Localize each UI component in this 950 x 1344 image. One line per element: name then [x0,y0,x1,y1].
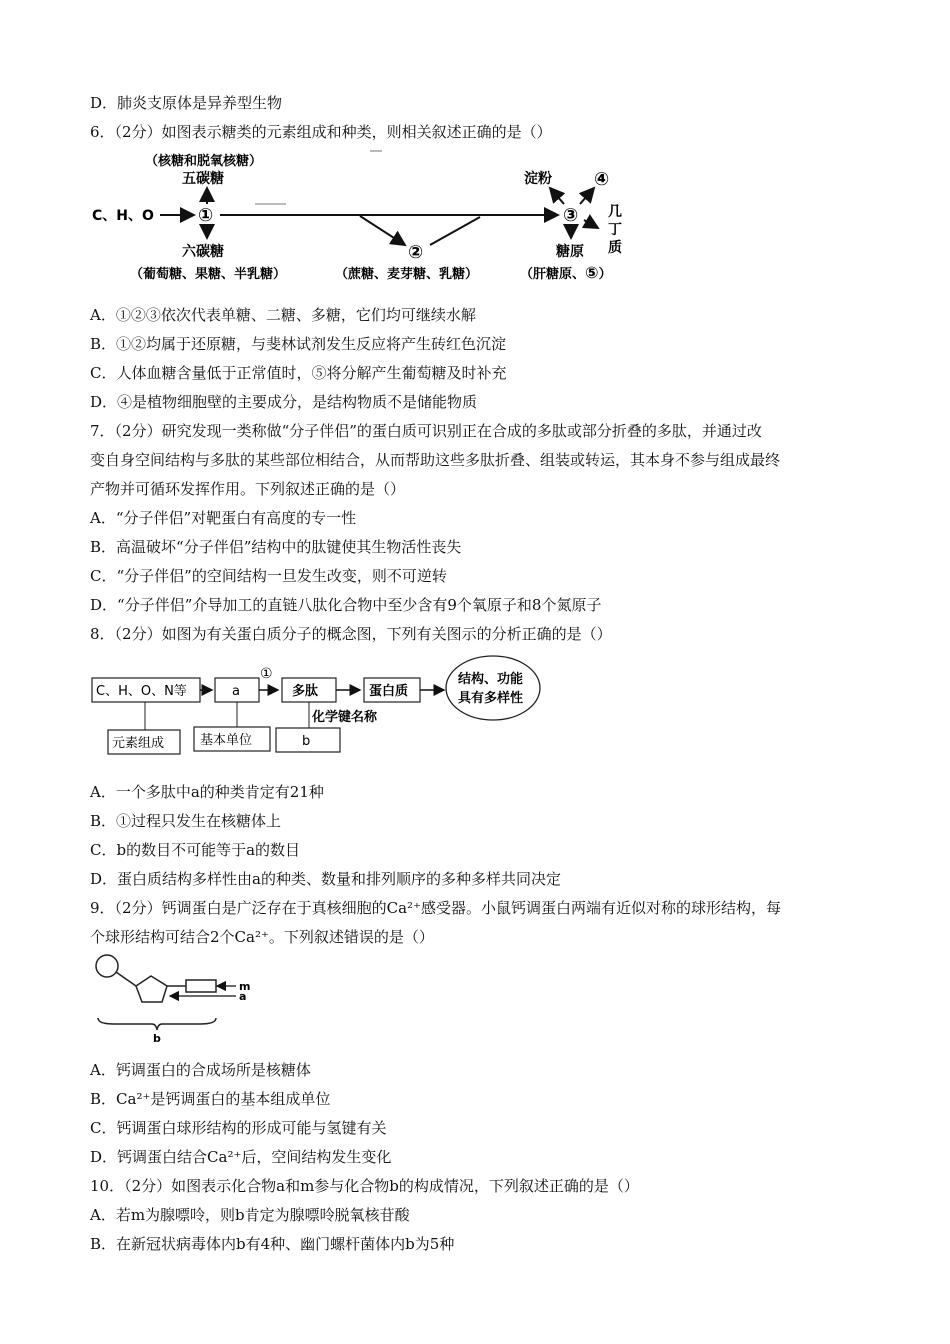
line-2-to-main [430,217,480,245]
hexose-label: 六碳糖 [182,244,224,260]
element-label-text: 元素组成 [112,736,165,751]
q6-option-a: A．①②③依次代表单糖、二糖、多糖，它们均可继续水解 [90,306,476,324]
chitin-char-1: 几 [608,204,622,220]
q9-option-d: D．钙调蛋白结合Ca²⁺后，空间结构发生变化 [90,1148,392,1166]
node-3: ③ [563,205,579,226]
pentose-note: （核糖和脱氧核糖） [145,154,263,169]
arrow-3-to-4 [580,188,594,204]
process-1: ① [260,666,273,682]
glycogen-examples-end: ） [598,267,612,282]
base-rect [186,980,216,992]
glycogen-examples-text: （肝糖原、 [520,267,586,282]
q7-option-a: A．“分子伴侣”对靶蛋白有高度的专一性 [90,509,357,527]
glycogen-label: 糖原 [556,244,584,260]
hexose-examples: （葡萄糖、果糖、半乳糖） [130,267,287,282]
q6-option-d: D．④是植物细胞壁的主要成分，是结构物质不是储能物质 [90,393,478,411]
label-m: m [239,980,251,993]
phosphate-circle [96,955,118,977]
bond-label: 化学键名称 [312,710,378,725]
b-text: b [302,734,311,749]
q10-option-a: A．若m为腺嘌呤，则b肯定为腺嘌呤脱氧核苷酸 [90,1206,410,1224]
q8-option-c: C．b的数目不可能等于a的数目 [90,841,301,859]
phosphate-bond [116,972,136,986]
label-a: a [239,990,247,1003]
arrow-3-to-starch [550,188,564,204]
q9-stem-line-2: 个球形结构可结合2个Ca²⁺。下列叙述错误的是（） [90,928,434,946]
q8-protein-concept-map [90,650,550,760]
disaccharide-examples: （蔗糖、麦芽糖、乳糖） [335,267,479,282]
q7-stem-line-2: 变自身空间结构与多肽的某些部位相结合，从而帮助这些多肽折叠、组装或转运，其本身不参与组成最终 [90,451,781,469]
q8-option-d: D．蛋白质结构多样性由a的种类、数量和排列顺序的多种多样共同决定 [90,870,561,888]
a-text: a [232,684,240,699]
protein-text: 蛋白质 [369,684,409,699]
q9-option-a: A．钙调蛋白的合成场所是核糖体 [90,1061,311,1079]
q7-option-b: B．高温破坏“分子伴侣”结构中的肽键使其生物活性丧失 [90,538,462,556]
unit-label-text: 基本单位 [200,733,253,748]
q8-option-a: A．一个多肽中a的种类肯定有21种 [90,783,324,801]
node-2: ② [408,242,424,263]
q7-option-c: C．“分子伴侣”的空间结构一旦发生改变，则不可逆转 [90,567,447,585]
q6-sugar-diagram [90,148,640,288]
node-4: ④ [594,169,610,190]
q7-stem-line-3: 产物并可循环发挥作用。下列叙述正确的是（） [90,480,406,498]
q5-option-d: D．肺炎支原体是异养型生物 [90,94,283,112]
node-5: ⑤ [585,263,599,282]
q6-option-b: B．①②均属于还原糖，与斐林试剂发生反应将产生砖红色沉淀 [90,335,507,353]
q9-nucleotide-diagram [90,952,260,1044]
polypeptide-text: 多肽 [292,684,319,699]
diversity-line-1: 结构、功能 [458,672,524,687]
q8-option-b: B．①过程只发生在核糖体上 [90,812,282,830]
diversity-line-2: 具有多样性 [458,691,524,706]
chitin-char-2: 丁 [608,222,622,238]
q10-stem: 10．（2分）如图表示化合物a和m参与化合物b的构成情况，下列叙述正确的是（） [90,1177,639,1195]
pentose-ring [136,976,167,1002]
q9-option-c: C．钙调蛋白球形结构的形成可能与氢键有关 [90,1119,387,1137]
starch-label: 淀粉 [524,171,552,187]
arrow-3-to-chitin [584,220,598,228]
pentose-label: 五碳糖 [182,171,224,187]
chitin-char-3: 质 [608,240,622,256]
q6-option-c: C．人体血糖含量低于正常值时，⑤将分解产生葡萄糖及时补充 [90,364,507,382]
q7-option-d: D．“分子伴侣”介导加工的直链八肽化合物中至少含有9个氧原子和8个氮原子 [90,596,602,614]
q9-stem-line-1: 9．（2分）钙调蛋白是广泛存在于真核细胞的Ca²⁺感受器。小鼠钙调蛋白两端有近似对称的球形结构，每 [90,899,781,917]
elements-label: C、H、O [92,208,154,224]
q6-stem: 6．（2分）如图表示糖类的元素组成和种类，则相关叙述正确的是（） [90,123,552,141]
brace-b [98,1018,216,1030]
q7-stem-line-1: 7．（2分）研究发现一类称做“分子伴侣”的蛋白质可识别正在合成的多肽或部分折叠的多肽，并通过改 [90,422,762,440]
ellipse-diversity [446,656,540,720]
node-1: ① [198,205,214,226]
elements-text: C、H、O、N等 [96,684,187,699]
q10-option-b: B．在新冠状病毒体内b有4种、幽门螺杆菌体内b为5种 [90,1235,455,1253]
arrow-1-to-2 [360,216,405,245]
q9-option-b: B．Ca²⁺是钙调蛋白的基本组成单位 [90,1090,331,1108]
glycogen-examples [520,263,612,282]
q8-stem: 8．（2分）如图为有关蛋白质分子的概念图，下列有关图示的分析正确的是（） [90,625,612,643]
label-b: b [153,1032,161,1044]
